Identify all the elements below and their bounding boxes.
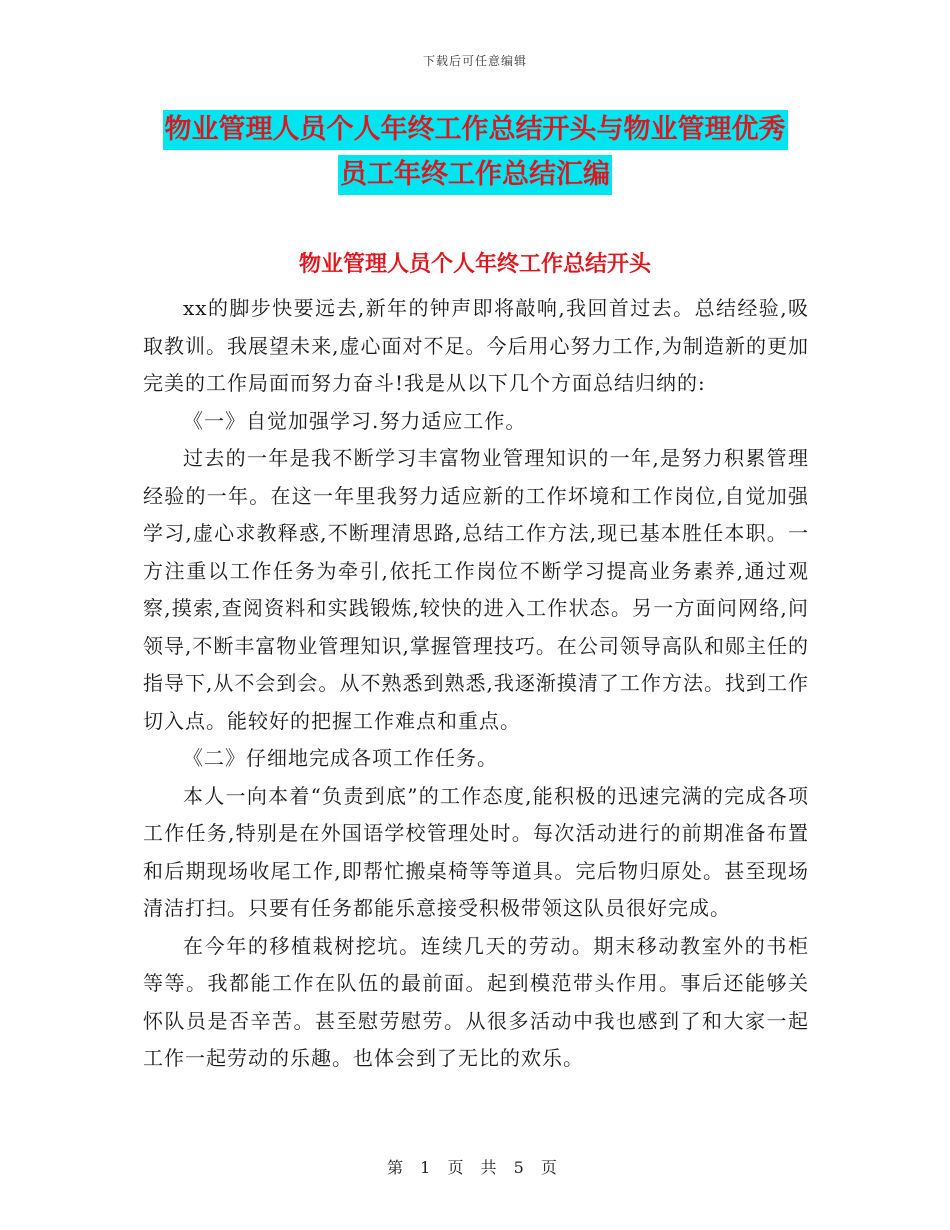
- page-footer: 第 1 页 共 5 页: [387, 1158, 563, 1177]
- paragraph: 在今年的移植栽树挖坑。连续几天的劳动。期末移动教室外的书柜等等。我都能工作在队伍的最前面。起到模范带头作用。事后还能够关怀队员是否辛苦。甚至慰劳慰劳。从很多活动中我也感到了和大家一起工作一起劳动的乐趣。也体会到了无比的欢乐。: [143, 933, 809, 1070]
- paragraph: 《一》自觉加强学习.努力适应工作。: [183, 408, 527, 433]
- document-body: [143, 290, 809, 1078]
- paragraph: 过去的一年是我不断学习丰富物业管理知识的一年,是努力积累管理经验的一年。在这一年里我努力适应新的工作坏境和工作岗位,自觉加强学习,虚心求教释惑,不断理清思路,总结工作方法,现已基本胜任本职。一方注重以工作任务为牵引,依托工作岗位不断学习提高业务素养,通过观察,摸索,查阅资料和实践锻炼,较快的进入工作状态。另一方面问网络,问领导,不断丰富物业管理知识,掌握管理技巧。在公司领导高队和郧主任的指导下,从不会到会。从不熟悉到熟悉,我逐渐摸清了工作方法。找到工作切入点。能较好的把握工作难点和重点。: [143, 446, 809, 733]
- page-header-note: 下载后可任意编辑: [422, 54, 527, 68]
- paragraph: 本人一向本着“负责到底”的工作态度,能积极的迅速完满的完成各项工作任务,特别是在外国语学校管理处时。每次活动进行的前期准备布置和后期现场收尾工作,即帮忙搬桌椅等等道具。完后物归原处。甚至现场清洁打扫。只要有任务都能乐意接受积极带领这队员很好完成。: [143, 783, 809, 920]
- section-heading: 物业管理人员个人年终工作总结开头: [298, 252, 651, 277]
- document-title-line-1: 物业管理人员个人年终工作总结开头与物业管理优秀: [163, 110, 788, 150]
- paragraph: 《二》仔细地完成各项工作任务。: [183, 746, 498, 770]
- document-title-line-1-wrapper: [0, 110, 950, 150]
- document-title-line-2: 员工年终工作总结汇编: [338, 155, 612, 195]
- paragraph: xx的脚步快要远去,新年的钟声即将敲响,我回首过去。总结经验,吸取教训。我展望未来,虚心面对不足。今后用心努力工作,为制造新的更加完美的工作局面而努力奋斗!我是从以下几个方面总结归纳的:: [143, 296, 809, 395]
- document-title-line-2-wrapper: [0, 155, 950, 195]
